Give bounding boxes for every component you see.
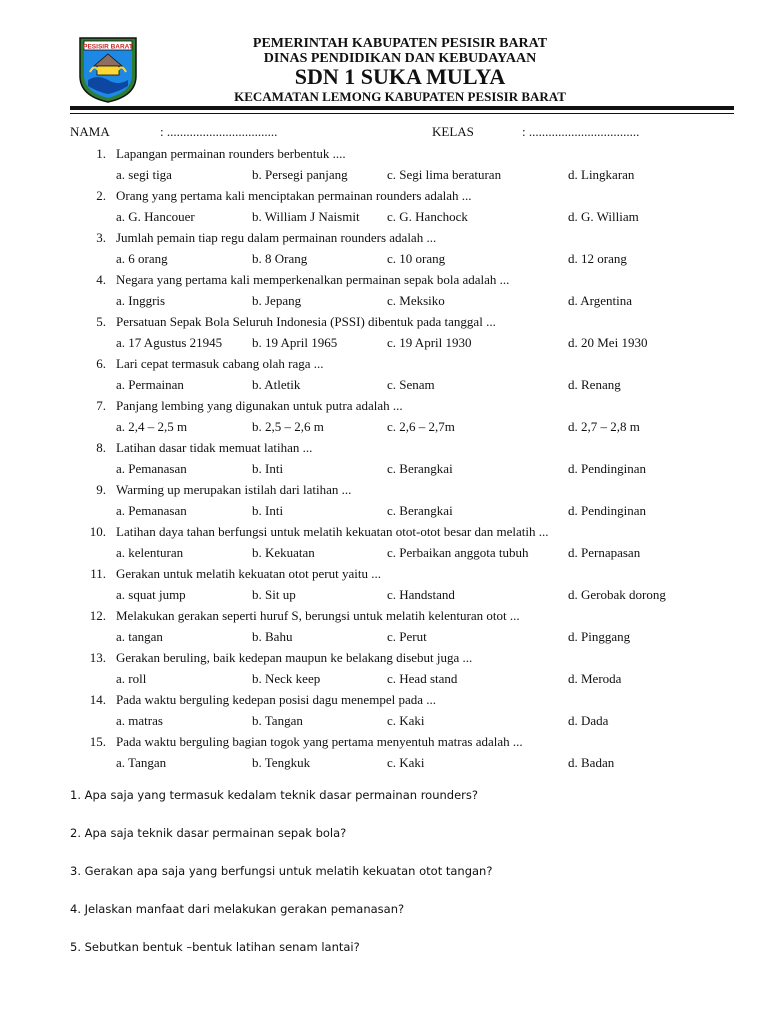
- question-text: Warming up merupakan istilah dari latihan ...: [116, 482, 352, 497]
- answer-option-d[interactable]: d. 2,7 – 2,8 m: [568, 419, 640, 434]
- header-rule-thin: [70, 113, 734, 114]
- answer-option-a[interactable]: a. Permainan: [116, 377, 184, 392]
- answer-option-c[interactable]: c. 19 April 1930: [387, 335, 472, 350]
- answer-option-b[interactable]: b. Jepang: [252, 293, 302, 308]
- essay-question: 1. Apa saja yang termasuk kedalam teknik dasar permainan rounders?: [70, 788, 478, 802]
- question-text: Pada waktu berguling kedepan posisi dagu menempel pada ...: [116, 692, 436, 707]
- nama-field[interactable]: : ..................................: [160, 124, 278, 139]
- header-government: PEMERINTAH KABUPATEN PESISIR BARAT: [252, 36, 548, 51]
- question-number: 11.: [90, 566, 106, 581]
- answer-option-c[interactable]: c. Perbaikan anggota tubuh: [387, 545, 529, 560]
- answer-option-d[interactable]: d. G. William: [568, 209, 639, 224]
- answer-option-b[interactable]: b. William J Naismit: [252, 209, 360, 224]
- answer-option-d[interactable]: d. Pinggang: [568, 629, 631, 644]
- answer-option-a[interactable]: a. tangan: [116, 629, 163, 644]
- question-number: 5.: [96, 314, 106, 329]
- answer-option-a[interactable]: a. 2,4 – 2,5 m: [116, 419, 188, 434]
- answer-option-d[interactable]: d. Pendinginan: [568, 461, 646, 476]
- answer-option-c[interactable]: c. G. Hanchock: [387, 209, 468, 224]
- answer-option-d[interactable]: d. Pendinginan: [568, 503, 646, 518]
- question-text: Latihan dasar tidak memuat latihan ...: [116, 440, 313, 455]
- nama-label: NAMA: [70, 124, 110, 139]
- answer-option-b[interactable]: b. Tangan: [252, 713, 303, 728]
- question-number: 10.: [89, 524, 106, 539]
- question-number: 12.: [89, 608, 106, 623]
- answer-option-b[interactable]: b. Tengkuk: [252, 755, 311, 770]
- question-number: 15.: [89, 734, 106, 749]
- question-number: 6.: [96, 356, 106, 371]
- header-department: DINAS PENDIDIKAN DAN KEBUDAYAAN: [263, 51, 537, 66]
- answer-option-c[interactable]: c. Perut: [387, 629, 427, 644]
- answer-option-a[interactable]: a. roll: [116, 671, 147, 686]
- question-text: Melakukan gerakan seperti huruf S, berungsi untuk melatih kelenturan otot ...: [116, 608, 520, 623]
- answer-option-a[interactable]: a. squat jump: [116, 587, 186, 602]
- answer-option-b[interactable]: b. 8 Orang: [252, 251, 308, 266]
- question-number: 14.: [89, 692, 106, 707]
- answer-option-a[interactable]: a. 6 orang: [116, 251, 168, 266]
- answer-option-d[interactable]: d. Lingkaran: [568, 167, 635, 182]
- answer-option-b[interactable]: b. 2,5 – 2,6 m: [252, 419, 324, 434]
- question-text: Panjang lembing yang digunakan untuk putra adalah ...: [116, 398, 403, 413]
- answer-option-d[interactable]: d. Renang: [568, 377, 621, 392]
- answer-option-a[interactable]: a. Pemanasan: [116, 461, 187, 476]
- question-text: Jumlah pemain tiap regu dalam permainan rounders adalah ...: [116, 230, 437, 245]
- header-district: KECAMATAN LEMONG KABUPATEN PESISIR BARAT: [234, 89, 566, 104]
- question-text: Gerakan beruling, baik kedepan maupun ke belakang disebut juga ...: [116, 650, 473, 665]
- answer-option-a[interactable]: a. Tangan: [116, 755, 167, 770]
- answer-option-a[interactable]: a. kelenturan: [116, 545, 184, 560]
- answer-option-d[interactable]: d. 20 Mei 1930: [568, 335, 648, 350]
- question-text: Latihan daya tahan berfungsi untuk melatih kekuatan otot-otot besar dan melatih ...: [116, 524, 549, 539]
- answer-option-a[interactable]: a. matras: [116, 713, 163, 728]
- answer-option-d[interactable]: d. Argentina: [568, 293, 633, 308]
- answer-option-c[interactable]: c. Kaki: [387, 713, 425, 728]
- answer-option-c[interactable]: c. Head stand: [387, 671, 458, 686]
- question-text: Pada waktu berguling bagian togok yang pertama menyentuh matras adalah ...: [116, 734, 523, 749]
- answer-option-c[interactable]: c. Berangkai: [387, 503, 453, 518]
- answer-option-c[interactable]: c. Berangkai: [387, 461, 453, 476]
- kelas-label: KELAS: [432, 124, 474, 139]
- answer-option-d[interactable]: d. Badan: [568, 755, 615, 770]
- question-number: 1.: [96, 146, 106, 161]
- header-rule-thick: [70, 106, 734, 110]
- regency-emblem: [76, 36, 140, 104]
- question-text: Persatuan Sepak Bola Seluruh Indonesia (PSSI) dibentuk pada tanggal ...: [116, 314, 496, 329]
- answer-option-b[interactable]: b. Persegi panjang: [252, 167, 348, 182]
- question-text: Negara yang pertama kali memperkenalkan permainan sepak bola adalah ...: [116, 272, 510, 287]
- answer-option-c[interactable]: c. Senam: [387, 377, 435, 392]
- answer-option-a[interactable]: a. G. Hancouer: [116, 209, 195, 224]
- question-number: 3.: [96, 230, 106, 245]
- question-number: 4.: [96, 272, 106, 287]
- answer-option-b[interactable]: b. 19 April 1965: [252, 335, 338, 350]
- answer-option-d[interactable]: d. Dada: [568, 713, 609, 728]
- answer-option-b[interactable]: b. Kekuatan: [252, 545, 315, 560]
- question-number: 7.: [96, 398, 106, 413]
- answer-option-a[interactable]: a. Inggris: [116, 293, 166, 308]
- essay-question: 4. Jelaskan manfaat dari melakukan gerakan pemanasan?: [70, 902, 405, 916]
- answer-option-c[interactable]: c. 10 orang: [387, 251, 446, 266]
- kelas-field[interactable]: : ..................................: [522, 124, 640, 139]
- answer-option-c[interactable]: c. 2,6 – 2,7m: [387, 419, 455, 434]
- question-text: Lari cepat termasuk cabang olah raga ...: [116, 356, 324, 371]
- answer-option-b[interactable]: b. Inti: [252, 461, 284, 476]
- question-number: 13.: [89, 650, 106, 665]
- answer-option-d[interactable]: d. Meroda: [568, 671, 622, 686]
- answer-option-d[interactable]: d. Gerobak dorong: [568, 587, 666, 602]
- answer-option-a[interactable]: a. Pemanasan: [116, 503, 187, 518]
- header-school-name: SDN 1 SUKA MULYA: [294, 64, 506, 89]
- essay-question: 5. Sebutkan bentuk –bentuk latihan senam lantai?: [70, 940, 360, 954]
- question-text: Gerakan untuk melatih kekuatan otot perut yaitu ...: [116, 566, 381, 581]
- question-number: 2.: [96, 188, 106, 203]
- question-text: Orang yang pertama kali menciptakan permainan rounders adalah ...: [116, 188, 472, 203]
- emblem-banner-text: PESISIR BARAT: [83, 43, 133, 51]
- answer-option-d[interactable]: d. Pernapasan: [568, 545, 641, 560]
- answer-option-c[interactable]: c. Meksiko: [387, 293, 445, 308]
- answer-option-a[interactable]: a. segi tiga: [116, 167, 172, 182]
- essay-question: 3. Gerakan apa saja yang berfungsi untuk melatih kekuatan otot tangan?: [70, 864, 493, 878]
- answer-option-b[interactable]: b. Bahu: [252, 629, 293, 644]
- essay-question: 2. Apa saja teknik dasar permainan sepak bola?: [70, 826, 347, 840]
- answer-option-c[interactable]: c. Handstand: [387, 587, 455, 602]
- answer-option-b[interactable]: b. Sit up: [252, 587, 296, 602]
- question-text: Lapangan permainan rounders berbentuk ....: [116, 146, 346, 161]
- answer-option-a[interactable]: a. 17 Agustus 21945: [116, 335, 223, 350]
- question-number: 8.: [96, 440, 106, 455]
- answer-option-d[interactable]: d. 12 orang: [568, 251, 627, 266]
- question-number: 9.: [96, 482, 106, 497]
- answer-option-c[interactable]: c. Kaki: [387, 755, 425, 770]
- answer-option-b[interactable]: b. Atletik: [252, 377, 301, 392]
- answer-option-b[interactable]: b. Inti: [252, 503, 284, 518]
- answer-option-c[interactable]: c. Segi lima beraturan: [387, 167, 502, 182]
- answer-option-b[interactable]: b. Neck keep: [252, 671, 321, 686]
